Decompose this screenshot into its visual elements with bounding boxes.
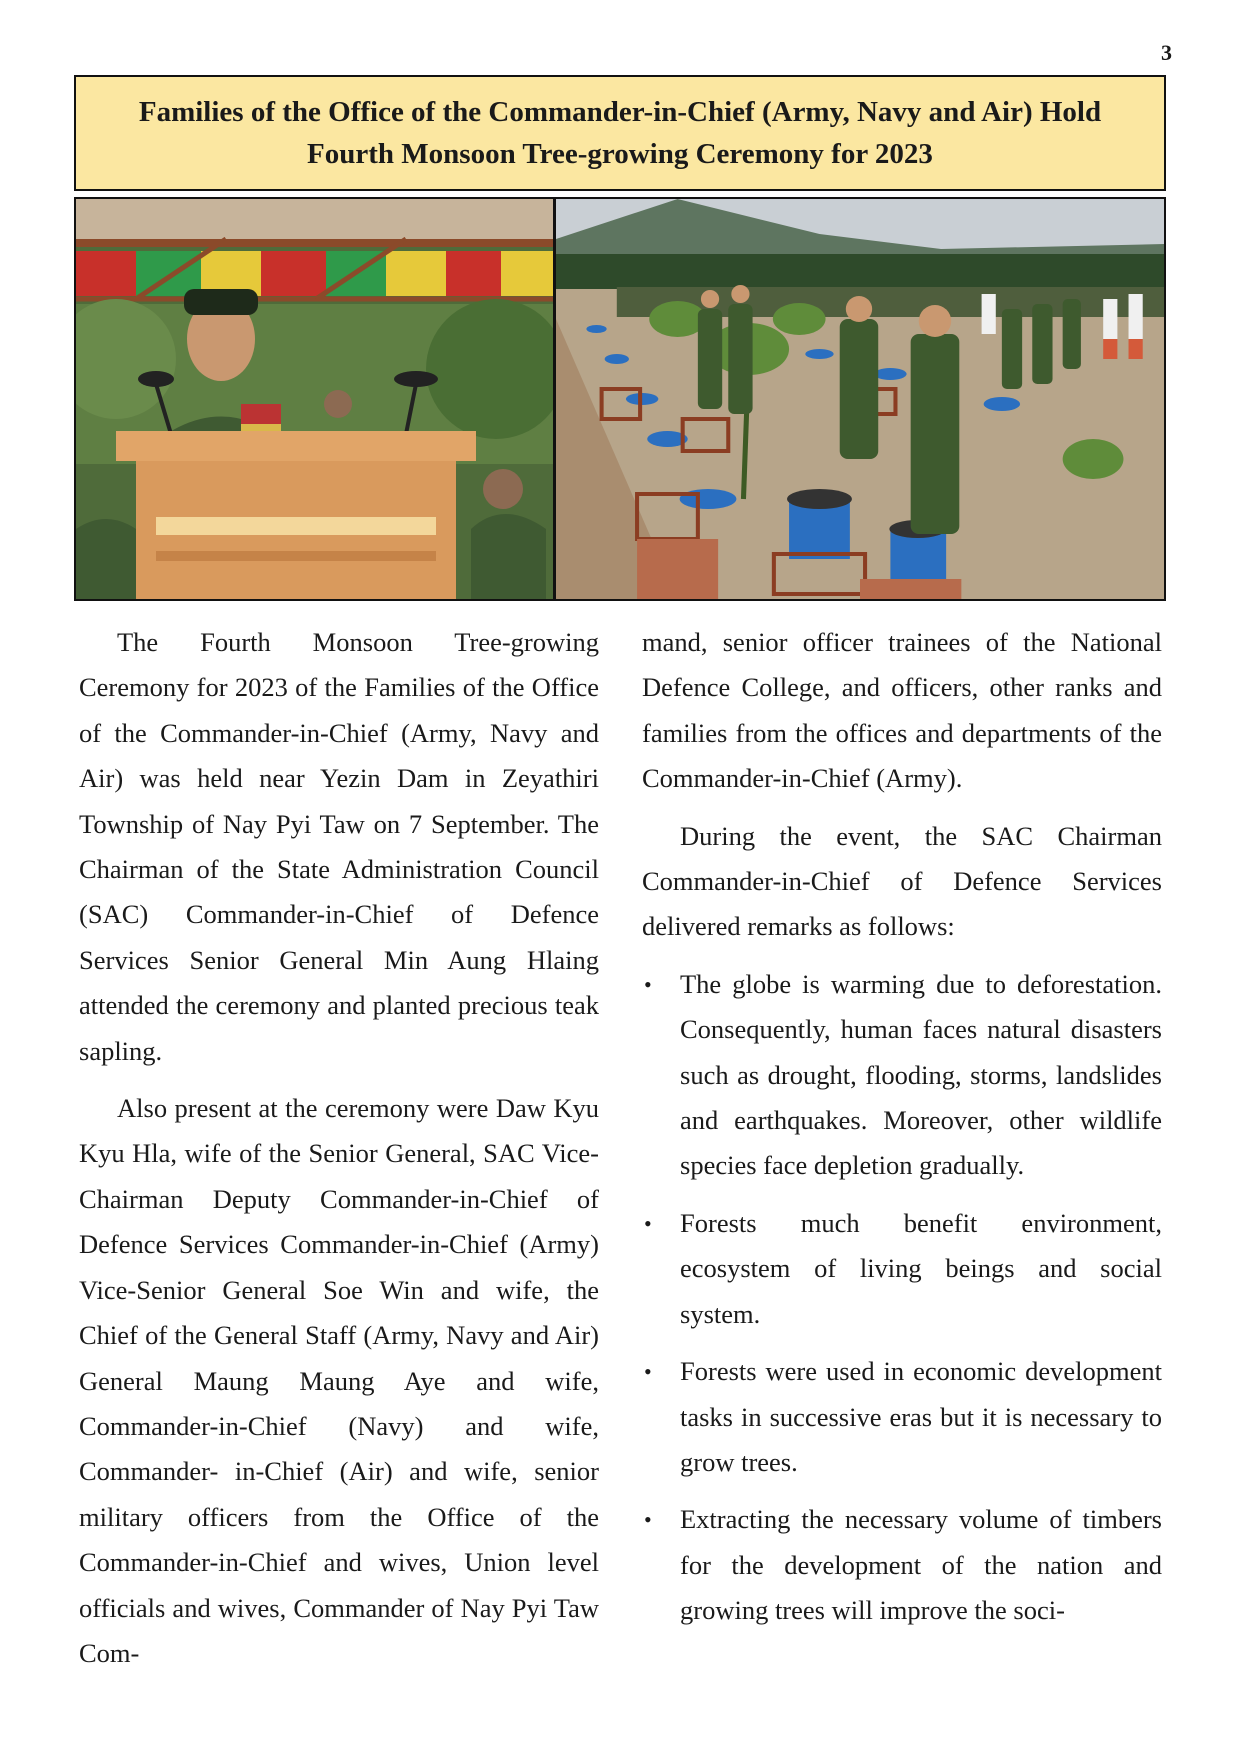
remarks-list-item <box>642 1497 1162 1633</box>
remarks-list-item <box>642 1201 1162 1337</box>
article-paragraph: Also present at the ceremony were Daw Kyu Kyu Hla, wife of the Senior General, SAC Vice-Chairman Deputy Commander-in-Chief of Defence Services Commander-in-Chief (Army) Vice-Senior General Soe Win and wife, the Chief of the General Staff (Army, Navy and Air) General Maung Maung Aye and wife, Commander-in-Chief (Navy) and wife, Commander- in-Chief (Air) and wife, senior military officers from the Office of the Commander-in-Chief and wives, Union level officials and wives, Commander of Nay Pyi Taw Com- <box>79 1093 599 1668</box>
headline-box <box>74 75 1166 191</box>
page-number: 3 <box>1161 40 1172 65</box>
remarks-list <box>642 962 1162 1634</box>
bullet-icon: • <box>644 1507 652 1533</box>
right-column <box>642 620 1162 1646</box>
remarks-text: The globe is warming due to deforestation. Consequently, human faces natural disasters such as drought, flooding, storms, landslides and earthquakes. Moreover, other wildlife species face depletion gradually. <box>680 968 1162 1181</box>
remarks-list-item <box>642 962 1162 1189</box>
remarks-list-item <box>642 1349 1162 1485</box>
headline: Families of the Office of the Commander-in-Chief (Army, Navy and Air) Hold Fourth Monsoon Tree-growing Ceremony for 2023 <box>138 96 1102 170</box>
bullet-icon: • <box>644 971 652 997</box>
remarks-text: Forests much benefit environment, ecosystem of living beings and social system. <box>680 1207 1162 1329</box>
speaker-at-podium-photo <box>76 199 553 599</box>
field-photo-illustration <box>556 199 1164 599</box>
left-column <box>79 620 599 1688</box>
tree-planting-field-photo <box>556 199 1164 599</box>
remarks-text: Forests were used in economic development tasks in successive eras but it is necessary to grow trees. <box>680 1356 1162 1477</box>
article-paragraph: The Fourth Monsoon Tree-growing Ceremony for 2023 of the Families of the Office of the Commander-in-Chief (Army, Navy and Air) was held near Yezin Dam in Zeyathiri Township of Nay Pyi Taw on 7 September. The Chairman of the State Administration Council (SAC) Commander-in-Chief of Defence Services Senior General Min Aung Hlaing attended the ceremony and planted precious teak sapling. <box>79 627 599 1066</box>
photo-row <box>74 197 1166 601</box>
remarks-text: Extracting the necessary volume of timbers for the development of the nation and growing trees will improve the soci- <box>680 1504 1162 1626</box>
article-paragraph-continuation: mand, senior officer trainees of the National Defence College, and officers, other ranks and families from the offices and departments of the Commander-in-Chief (Army). <box>642 627 1162 794</box>
speaker-photo-illustration <box>76 199 553 599</box>
bullet-icon: • <box>644 1210 652 1236</box>
bullet-icon: • <box>644 1359 652 1385</box>
article-paragraph: During the event, the SAC Chairman Commander-in-Chief of Defence Services delivered remarks as follows: <box>642 820 1162 942</box>
